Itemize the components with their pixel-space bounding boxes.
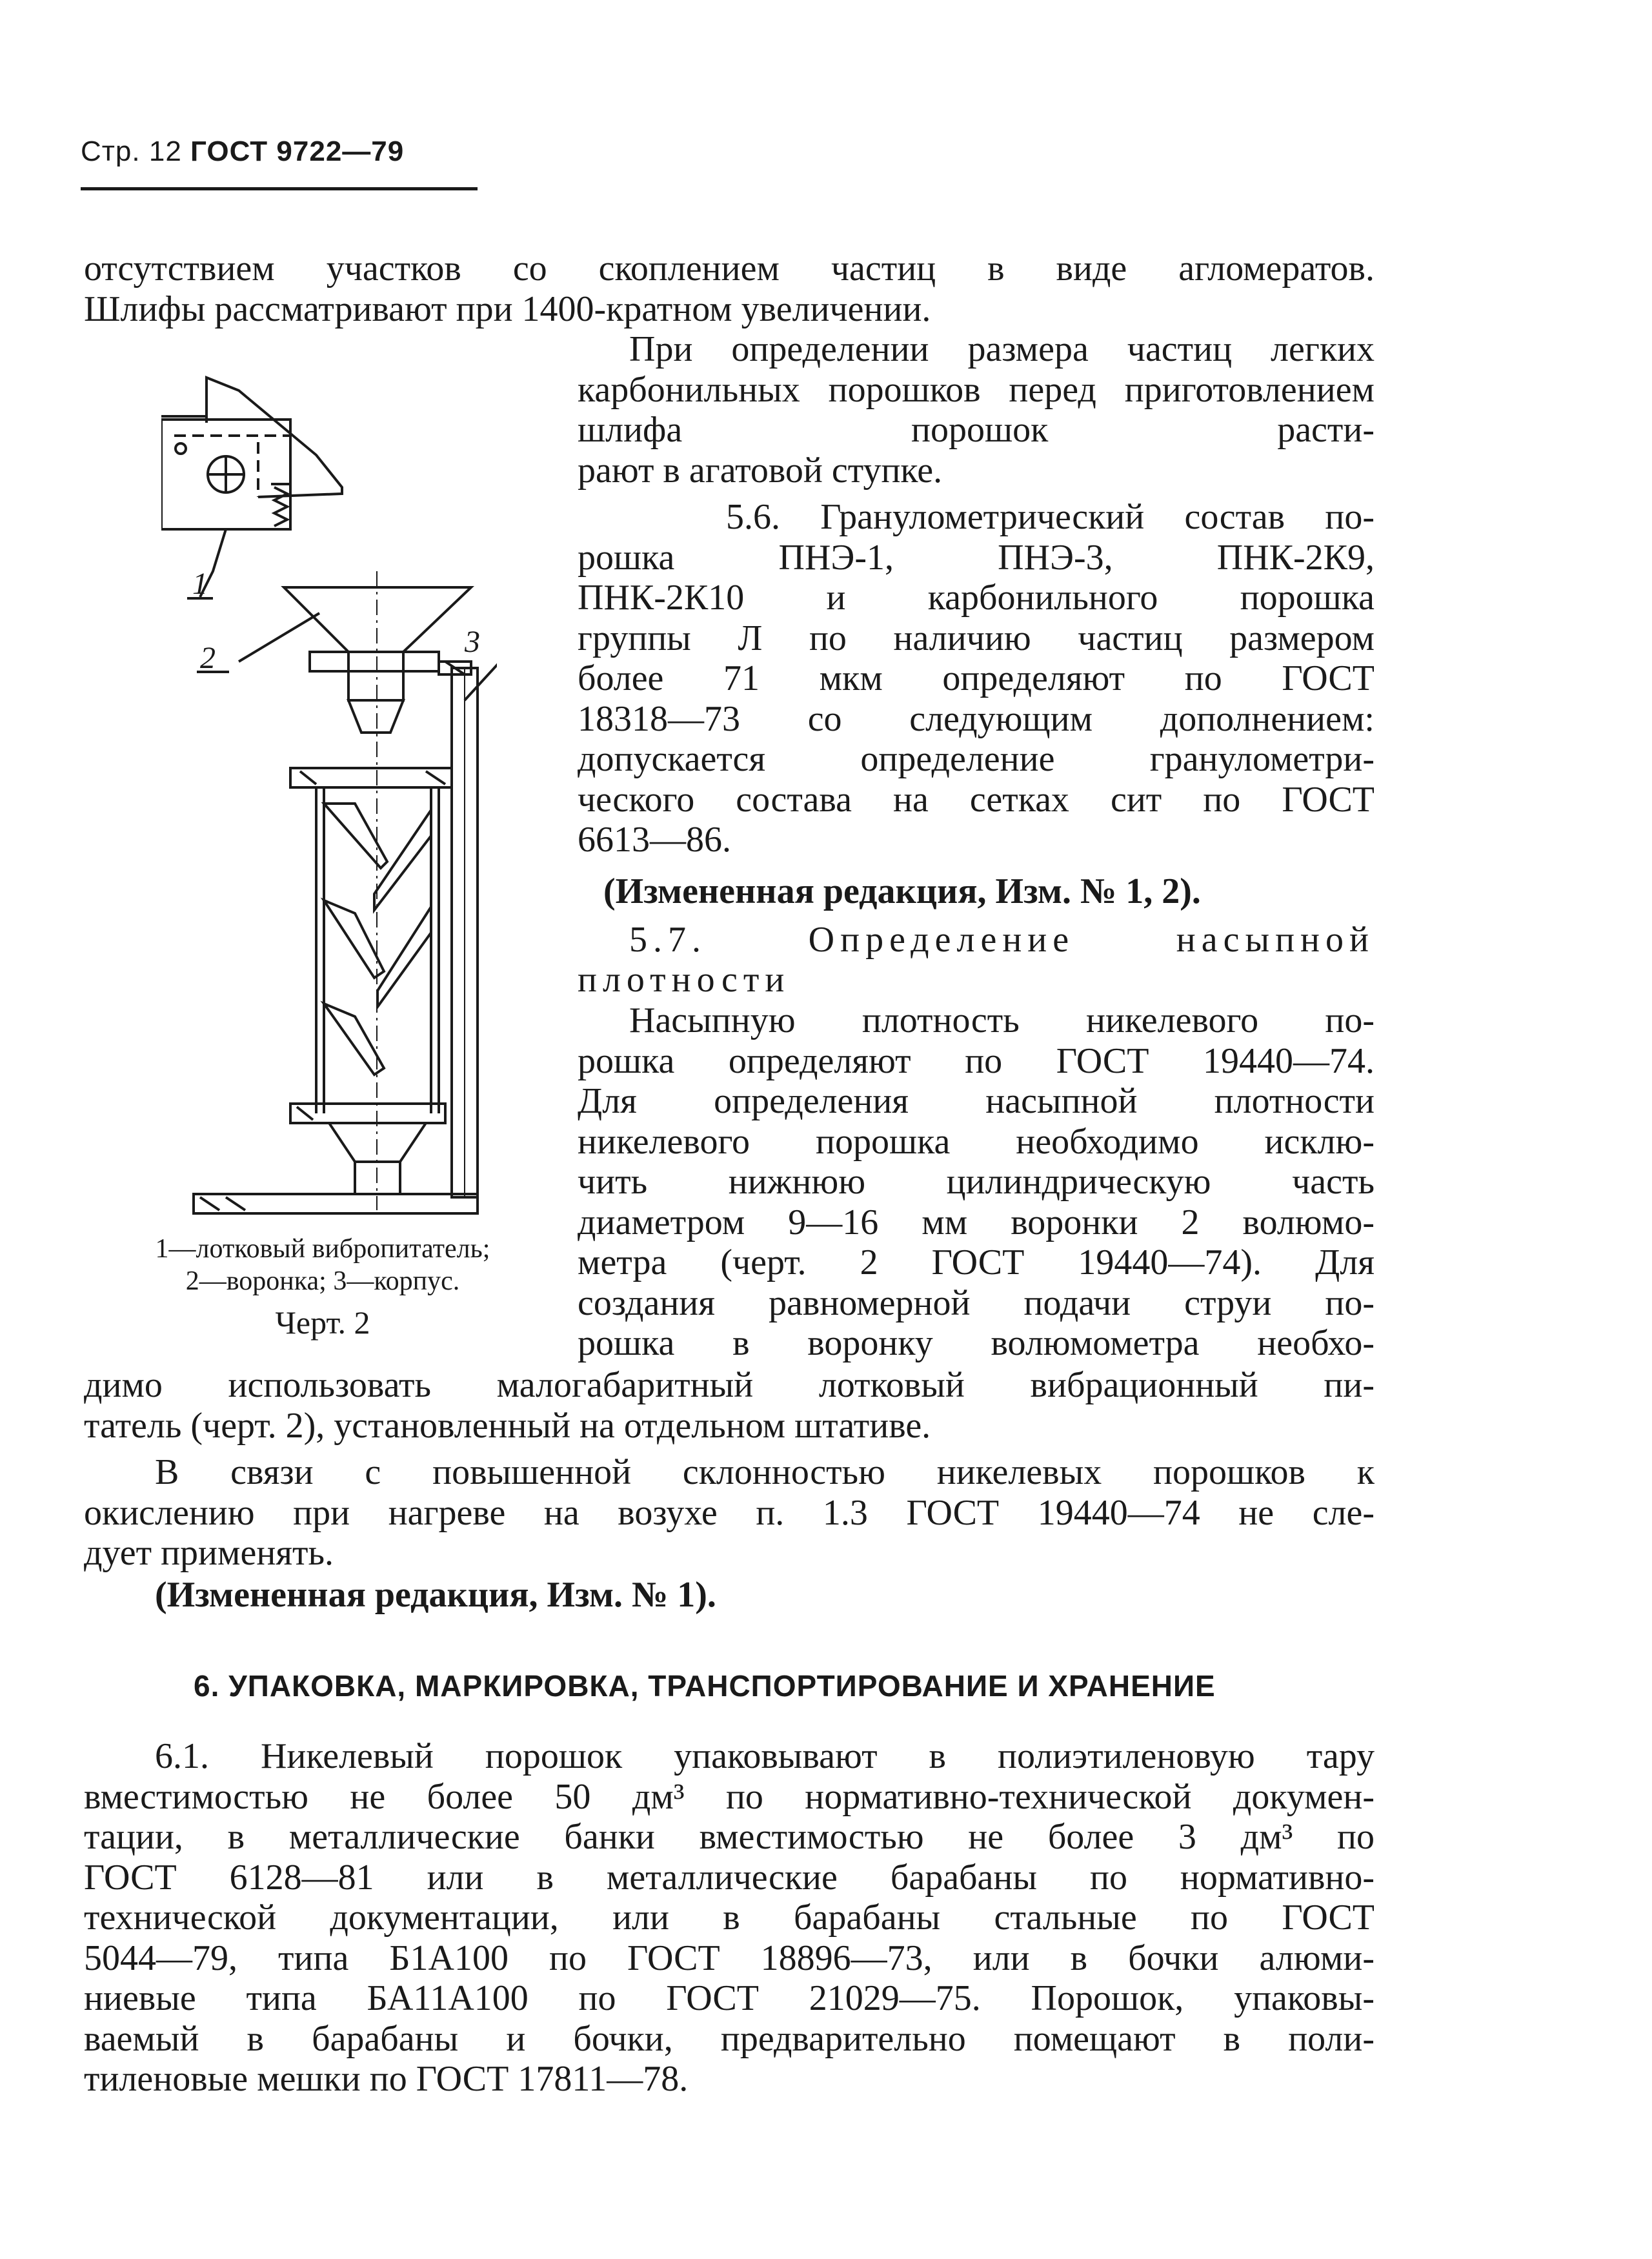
paragraph-5-7 [578,1000,1375,1364]
text-line: Шлифы рассматривают при 1400-кратном увеличении. [84,289,931,329]
text-line: 18318—73 со следующим дополнением: [578,698,1375,739]
text-line: рошка ПНЭ-1, ПНЭ-3, ПНК-2К9, [578,537,1375,578]
text-line: рошка в воронку волюмометра необхо- [578,1323,1375,1363]
text-line: ниевые типа БА11А100 по ГОСТ 21029—75. Порошок, упаковы- [84,1978,1375,2018]
standard-number: ГОСТ 9722—79 [190,136,405,167]
text-line: окислению при нагреве на возухе п. 1.3 ГОСТ 19440—74 не сле- [84,1492,1375,1533]
text-line: При определении размера частиц [629,329,1233,369]
text-line: татель (черт. 2), установленный на отдельном штативе. [84,1405,931,1446]
text-line: тиленовые мешки по ГОСТ 17811—78. [84,2059,689,2099]
vibratory-feeder-part [161,378,342,529]
figure-vibrofeeder [161,358,497,1217]
header-rule [81,187,478,190]
figure-label-3: 3 [465,625,480,659]
section-heading-6: 6. УПАКОВКА, МАРКИРОВКА, ТРАНСПОРТИРОВАНИЕ И ХРАНЕНИЕ [194,1669,1216,1703]
text-line: никелевого порошка необходимо исклю- [578,1121,1375,1162]
section-title-5-7: 5.7. Определение насыпной [629,920,1375,960]
text-line: метра (черт. 2 ГОСТ 19440—74). Для [578,1242,1375,1282]
text-line: тации, в металлические банки вместимостью не более 3 дм³ по [84,1817,1375,1857]
text-line: легких карбонильных порошков перед [578,329,1375,410]
text-line: технической документации, или в барабаны стальные по ГОСТ [84,1898,1375,1938]
figure-caption [97,1233,549,1297]
text-line: 5044—79, типа Б1А100 по ГОСТ 18896—73, или в бочки алюми- [84,1938,1375,1978]
caption-line: 1—лотковый вибропитатель; [155,1234,490,1264]
text-line: В связи с повышенной склонностью никелевых порошков к [155,1452,1375,1492]
text-line: отсутствием участков со скоплением частиц в виде агломератов. [84,248,1375,289]
intro-paragraph [84,248,1375,329]
figure-label-1: 1 [192,567,208,601]
text-line: дует применять. [84,1533,334,1573]
figure-label-2: 2 [200,641,216,675]
paragraph-6-1 [84,1736,1375,2100]
text-line: ПНК-2К10 и карбонильного порошка [578,578,1375,618]
amendment-note-oxidation: (Измененная редакция, Изм. № 1). [155,1575,716,1615]
text-line: 6.1. Никелевый порошок упаковывают в полиэтиленовую тару [155,1736,1375,1776]
page-number-label: Стр. 12 [81,136,182,167]
text-line: Для определения насыпной плотности [578,1081,1375,1121]
text-line: вместимостью не более 50 дм³ по нормативно-технической докумен- [84,1776,1375,1817]
leader-line-2 [239,613,319,662]
text-line: рошка определяют по ГОСТ 19440—74. [578,1040,1375,1081]
amendment-note-5-6: (Измененная редакция, Изм. № 1, 2). [603,871,1201,911]
text-line: Насыпную плотность никелевого по- [629,1000,1375,1040]
text-line: рают в агатовой ступке. [578,450,943,491]
caption-line: 2—воронка; 3—корпус. [185,1266,460,1296]
text-line: диаметром 9—16 мм воронки 2 волюмо- [578,1202,1375,1242]
paragraph-5-6 [578,497,1375,860]
text-line: приготовлением шлифа порошок расти- [578,369,1375,450]
text-line: 6613—86. [578,820,731,860]
text-line: создания равномерной подачи струи по- [578,1282,1375,1323]
text-line: ГОСТ 6128—81 или в металлические барабаны по нормативно- [84,1857,1375,1898]
running-header [81,136,404,168]
text-line: ваемый в барабаны и бочки, предварительно помещают в поли- [84,2018,1375,2059]
paragraph-light-powders [578,329,1375,491]
paragraph-oxidation [84,1452,1375,1574]
paragraph-5-7-cont [84,1365,1375,1446]
text-line: димо использовать малогабаритный лотковый вибрационный пи- [84,1365,1375,1405]
figure-title: Черт. 2 [275,1304,370,1341]
text-line: 5.6. Гранулометрический состав по- [726,497,1375,537]
text-line: более 71 мкм определяют по ГОСТ [578,658,1375,698]
text-line: допускается определение гранулометри- [578,739,1375,779]
vibrofeeder-drawing [161,358,497,1217]
text-line: чить нижнюю цилиндрическую часть [578,1162,1375,1202]
text-line: ческого состава на сетках сит по ГОСТ [578,779,1375,820]
housing-part [194,652,478,1213]
section-title-5-7-cont: плотности [578,960,791,1000]
text-line: группы Л по наличию частиц размером [578,618,1375,658]
